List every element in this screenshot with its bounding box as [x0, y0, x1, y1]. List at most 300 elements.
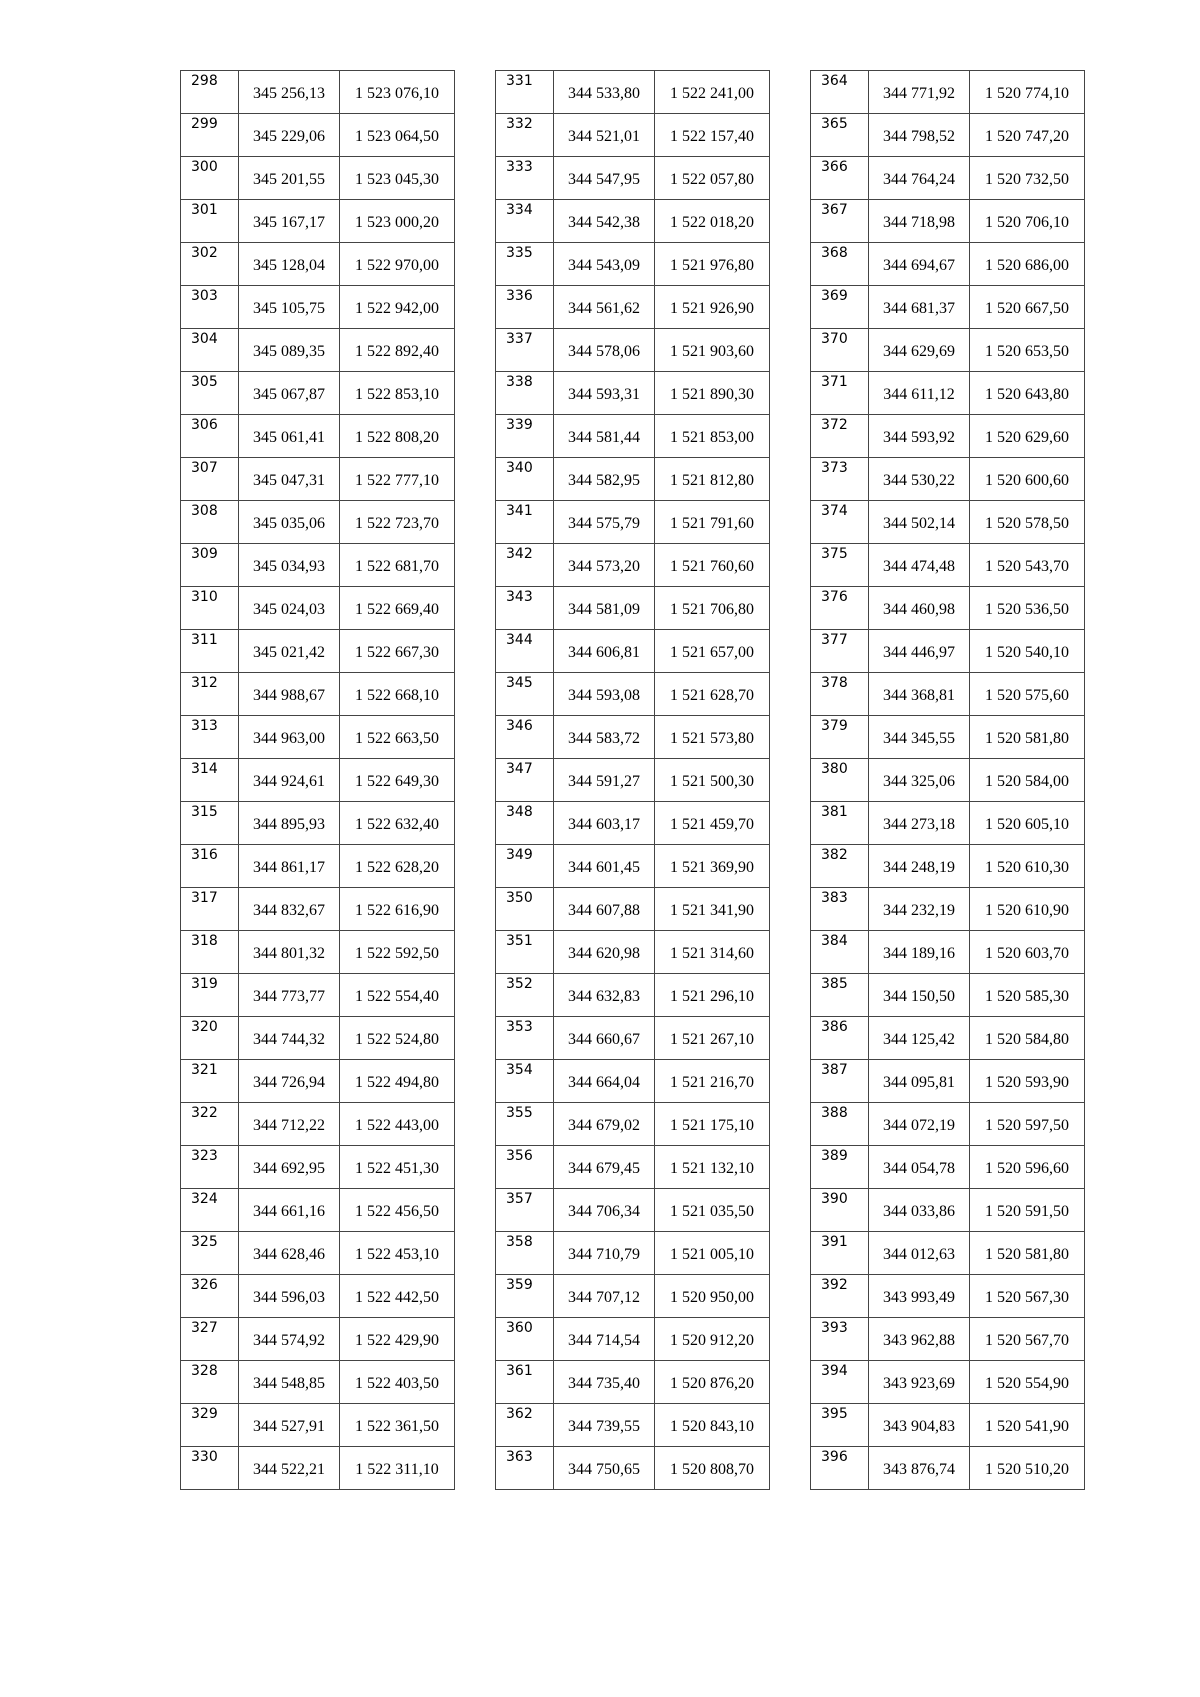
x-coordinate-cell: 344 603,17	[554, 802, 655, 845]
x-coordinate-cell: 344 620,98	[554, 931, 655, 974]
x-coordinate-cell: 344 522,21	[239, 1447, 340, 1490]
table-row	[181, 716, 455, 759]
point-number-cell: 360	[496, 1318, 554, 1361]
x-coordinate-cell: 344 548,85	[239, 1361, 340, 1404]
point-number-cell: 317	[181, 888, 239, 931]
x-coordinate-cell: 344 012,63	[869, 1232, 970, 1275]
point-number-cell: 384	[811, 931, 869, 974]
y-coordinate-cell: 1 522 524,80	[340, 1017, 455, 1060]
table-row	[496, 845, 770, 888]
x-coordinate-cell: 344 581,09	[554, 587, 655, 630]
table-row	[496, 458, 770, 501]
x-coordinate-cell: 344 750,65	[554, 1447, 655, 1490]
point-number-cell: 361	[496, 1361, 554, 1404]
point-number-cell: 336	[496, 286, 554, 329]
x-coordinate-cell: 345 067,87	[239, 372, 340, 415]
y-coordinate-cell: 1 521 296,10	[655, 974, 770, 1017]
point-number-cell: 378	[811, 673, 869, 716]
x-coordinate-cell: 345 021,42	[239, 630, 340, 673]
point-number-cell: 392	[811, 1275, 869, 1318]
x-coordinate-cell: 344 660,67	[554, 1017, 655, 1060]
table-row	[181, 1146, 455, 1189]
table-row	[496, 1232, 770, 1275]
y-coordinate-cell: 1 522 616,90	[340, 888, 455, 931]
point-number-cell: 386	[811, 1017, 869, 1060]
x-coordinate-cell: 344 446,97	[869, 630, 970, 673]
y-coordinate-cell: 1 520 605,10	[970, 802, 1085, 845]
x-coordinate-cell: 344 895,93	[239, 802, 340, 845]
point-number-cell: 309	[181, 544, 239, 587]
x-coordinate-cell: 344 712,22	[239, 1103, 340, 1146]
table-row	[181, 587, 455, 630]
x-coordinate-cell: 345 229,06	[239, 114, 340, 157]
y-coordinate-cell: 1 521 035,50	[655, 1189, 770, 1232]
y-coordinate-cell: 1 521 341,90	[655, 888, 770, 931]
point-number-cell: 368	[811, 243, 869, 286]
table-row	[811, 931, 1085, 974]
point-number-cell: 394	[811, 1361, 869, 1404]
y-coordinate-cell: 1 521 706,80	[655, 587, 770, 630]
y-coordinate-cell: 1 522 663,50	[340, 716, 455, 759]
y-coordinate-cell: 1 522 592,50	[340, 931, 455, 974]
table-row	[811, 587, 1085, 630]
table-row	[496, 329, 770, 372]
point-number-cell: 343	[496, 587, 554, 630]
y-coordinate-cell: 1 520 578,50	[970, 501, 1085, 544]
table-row	[811, 1318, 1085, 1361]
table-row	[496, 1361, 770, 1404]
table-row	[496, 1103, 770, 1146]
y-coordinate-cell: 1 521 369,90	[655, 845, 770, 888]
y-coordinate-cell: 1 520 686,00	[970, 243, 1085, 286]
table-row	[181, 1275, 455, 1318]
x-coordinate-cell: 345 201,55	[239, 157, 340, 200]
table-row	[811, 200, 1085, 243]
x-coordinate-cell: 344 033,86	[869, 1189, 970, 1232]
x-coordinate-cell: 344 710,79	[554, 1232, 655, 1275]
y-coordinate-cell: 1 520 567,30	[970, 1275, 1085, 1318]
point-number-cell: 327	[181, 1318, 239, 1361]
y-coordinate-cell: 1 520 596,60	[970, 1146, 1085, 1189]
x-coordinate-cell: 344 575,79	[554, 501, 655, 544]
x-coordinate-cell: 344 593,31	[554, 372, 655, 415]
table-row	[181, 1103, 455, 1146]
x-coordinate-cell: 344 578,06	[554, 329, 655, 372]
y-coordinate-cell: 1 520 541,90	[970, 1404, 1085, 1447]
table-row	[811, 415, 1085, 458]
x-coordinate-cell: 344 832,67	[239, 888, 340, 931]
point-number-cell: 298	[181, 71, 239, 114]
y-coordinate-cell: 1 521 314,60	[655, 931, 770, 974]
table-row	[811, 1189, 1085, 1232]
x-coordinate-cell: 345 089,35	[239, 329, 340, 372]
x-coordinate-cell: 345 128,04	[239, 243, 340, 286]
y-coordinate-cell: 1 522 361,50	[340, 1404, 455, 1447]
x-coordinate-cell: 344 988,67	[239, 673, 340, 716]
x-coordinate-cell: 344 692,95	[239, 1146, 340, 1189]
table-row	[811, 1447, 1085, 1490]
point-number-cell: 374	[811, 501, 869, 544]
table-row	[181, 372, 455, 415]
y-coordinate-cell: 1 522 442,50	[340, 1275, 455, 1318]
x-coordinate-cell: 344 661,16	[239, 1189, 340, 1232]
point-number-cell: 331	[496, 71, 554, 114]
table-row	[811, 243, 1085, 286]
point-number-cell: 352	[496, 974, 554, 1017]
x-coordinate-cell: 344 924,61	[239, 759, 340, 802]
table-row	[181, 1017, 455, 1060]
table-row	[811, 286, 1085, 329]
table-row	[811, 372, 1085, 415]
y-coordinate-cell: 1 520 584,00	[970, 759, 1085, 802]
y-coordinate-cell: 1 521 267,10	[655, 1017, 770, 1060]
x-coordinate-cell: 344 726,94	[239, 1060, 340, 1103]
point-number-cell: 305	[181, 372, 239, 415]
y-coordinate-cell: 1 522 667,30	[340, 630, 455, 673]
point-number-cell: 379	[811, 716, 869, 759]
y-coordinate-cell: 1 523 076,10	[340, 71, 455, 114]
point-number-cell: 321	[181, 1060, 239, 1103]
point-number-cell: 385	[811, 974, 869, 1017]
x-coordinate-cell: 344 596,03	[239, 1275, 340, 1318]
point-number-cell: 373	[811, 458, 869, 501]
point-number-cell: 377	[811, 630, 869, 673]
x-coordinate-cell: 344 368,81	[869, 673, 970, 716]
point-number-cell: 396	[811, 1447, 869, 1490]
point-number-cell: 340	[496, 458, 554, 501]
y-coordinate-cell: 1 520 610,90	[970, 888, 1085, 931]
point-number-cell: 342	[496, 544, 554, 587]
point-number-cell: 350	[496, 888, 554, 931]
point-number-cell: 369	[811, 286, 869, 329]
table-row	[181, 458, 455, 501]
x-coordinate-cell: 343 923,69	[869, 1361, 970, 1404]
point-number-cell: 388	[811, 1103, 869, 1146]
table-row	[811, 1404, 1085, 1447]
x-coordinate-cell: 343 876,74	[869, 1447, 970, 1490]
table-row	[496, 1318, 770, 1361]
table-row	[496, 716, 770, 759]
y-coordinate-cell: 1 520 667,50	[970, 286, 1085, 329]
point-number-cell: 337	[496, 329, 554, 372]
point-number-cell: 358	[496, 1232, 554, 1275]
table-row	[496, 1404, 770, 1447]
y-coordinate-cell: 1 520 584,80	[970, 1017, 1085, 1060]
table-row	[181, 1060, 455, 1103]
point-number-cell: 367	[811, 200, 869, 243]
point-number-cell: 347	[496, 759, 554, 802]
y-coordinate-cell: 1 522 403,50	[340, 1361, 455, 1404]
table-row	[811, 716, 1085, 759]
x-coordinate-cell: 344 530,22	[869, 458, 970, 501]
point-number-cell: 335	[496, 243, 554, 286]
x-coordinate-cell: 344 771,92	[869, 71, 970, 114]
y-coordinate-cell: 1 520 843,10	[655, 1404, 770, 1447]
y-coordinate-cell: 1 521 175,10	[655, 1103, 770, 1146]
x-coordinate-cell: 345 035,06	[239, 501, 340, 544]
x-coordinate-cell: 344 273,18	[869, 802, 970, 845]
table-row	[496, 673, 770, 716]
table-row	[181, 286, 455, 329]
x-coordinate-cell: 344 593,08	[554, 673, 655, 716]
table-row	[496, 802, 770, 845]
x-coordinate-cell: 344 629,69	[869, 329, 970, 372]
x-coordinate-cell: 344 694,67	[869, 243, 970, 286]
table-row	[496, 1060, 770, 1103]
point-number-cell: 370	[811, 329, 869, 372]
point-number-cell: 393	[811, 1318, 869, 1361]
y-coordinate-cell: 1 522 018,20	[655, 200, 770, 243]
x-coordinate-cell: 345 034,93	[239, 544, 340, 587]
y-coordinate-cell: 1 520 510,20	[970, 1447, 1085, 1490]
x-coordinate-cell: 343 962,88	[869, 1318, 970, 1361]
y-coordinate-cell: 1 521 853,00	[655, 415, 770, 458]
table-row	[181, 630, 455, 673]
y-coordinate-cell: 1 522 970,00	[340, 243, 455, 286]
point-number-cell: 387	[811, 1060, 869, 1103]
x-coordinate-cell: 344 593,92	[869, 415, 970, 458]
table-row	[181, 673, 455, 716]
y-coordinate-cell: 1 521 628,70	[655, 673, 770, 716]
table-row	[811, 673, 1085, 716]
point-number-cell: 349	[496, 845, 554, 888]
y-coordinate-cell: 1 520 603,70	[970, 931, 1085, 974]
point-number-cell: 357	[496, 1189, 554, 1232]
table-row	[496, 1275, 770, 1318]
y-coordinate-cell: 1 522 942,00	[340, 286, 455, 329]
x-coordinate-cell: 345 061,41	[239, 415, 340, 458]
x-coordinate-cell: 344 502,14	[869, 501, 970, 544]
x-coordinate-cell: 344 125,42	[869, 1017, 970, 1060]
y-coordinate-cell: 1 520 876,20	[655, 1361, 770, 1404]
table-row	[811, 1017, 1085, 1060]
point-number-cell: 334	[496, 200, 554, 243]
table-row	[181, 200, 455, 243]
y-coordinate-cell: 1 520 629,60	[970, 415, 1085, 458]
y-coordinate-cell: 1 522 649,30	[340, 759, 455, 802]
table-row	[811, 329, 1085, 372]
y-coordinate-cell: 1 520 597,50	[970, 1103, 1085, 1146]
x-coordinate-cell: 344 601,45	[554, 845, 655, 888]
table-row	[496, 415, 770, 458]
table-row	[496, 630, 770, 673]
y-coordinate-cell: 1 520 585,30	[970, 974, 1085, 1017]
point-number-cell: 375	[811, 544, 869, 587]
y-coordinate-cell: 1 520 610,30	[970, 845, 1085, 888]
table-row	[496, 759, 770, 802]
x-coordinate-cell: 344 679,45	[554, 1146, 655, 1189]
point-number-cell: 313	[181, 716, 239, 759]
point-number-cell: 304	[181, 329, 239, 372]
table-row	[811, 759, 1085, 802]
point-number-cell: 389	[811, 1146, 869, 1189]
table-row	[181, 1189, 455, 1232]
table-row	[811, 1103, 1085, 1146]
point-number-cell: 359	[496, 1275, 554, 1318]
x-coordinate-cell: 344 345,55	[869, 716, 970, 759]
table-row	[811, 114, 1085, 157]
point-number-cell: 306	[181, 415, 239, 458]
point-number-cell: 326	[181, 1275, 239, 1318]
point-number-cell: 381	[811, 802, 869, 845]
point-number-cell: 314	[181, 759, 239, 802]
y-coordinate-cell: 1 520 732,50	[970, 157, 1085, 200]
table-row	[181, 1404, 455, 1447]
table-row	[181, 243, 455, 286]
x-coordinate-cell: 344 542,38	[554, 200, 655, 243]
x-coordinate-cell: 344 664,04	[554, 1060, 655, 1103]
y-coordinate-cell: 1 522 241,00	[655, 71, 770, 114]
table-row	[496, 114, 770, 157]
y-coordinate-cell: 1 522 681,70	[340, 544, 455, 587]
point-number-cell: 316	[181, 845, 239, 888]
table-row	[496, 243, 770, 286]
x-coordinate-cell: 344 706,34	[554, 1189, 655, 1232]
point-number-cell: 371	[811, 372, 869, 415]
point-number-cell: 318	[181, 931, 239, 974]
point-number-cell: 319	[181, 974, 239, 1017]
y-coordinate-cell: 1 520 554,90	[970, 1361, 1085, 1404]
table-row	[496, 587, 770, 630]
table-row	[496, 286, 770, 329]
y-coordinate-cell: 1 520 567,70	[970, 1318, 1085, 1361]
y-coordinate-cell: 1 520 543,70	[970, 544, 1085, 587]
y-coordinate-cell: 1 522 456,50	[340, 1189, 455, 1232]
y-coordinate-cell: 1 521 812,80	[655, 458, 770, 501]
point-number-cell: 345	[496, 673, 554, 716]
point-number-cell: 390	[811, 1189, 869, 1232]
y-coordinate-cell: 1 520 643,80	[970, 372, 1085, 415]
y-coordinate-cell: 1 520 706,10	[970, 200, 1085, 243]
table-row	[181, 845, 455, 888]
point-number-cell: 328	[181, 1361, 239, 1404]
y-coordinate-cell: 1 522 632,40	[340, 802, 455, 845]
point-number-cell: 362	[496, 1404, 554, 1447]
table-row	[496, 544, 770, 587]
y-coordinate-cell: 1 521 976,80	[655, 243, 770, 286]
y-coordinate-cell: 1 520 653,50	[970, 329, 1085, 372]
point-number-cell: 320	[181, 1017, 239, 1060]
y-coordinate-cell: 1 520 591,50	[970, 1189, 1085, 1232]
x-coordinate-cell: 344 248,19	[869, 845, 970, 888]
table-row	[496, 71, 770, 114]
table-row	[181, 931, 455, 974]
table-row	[496, 501, 770, 544]
point-number-cell: 380	[811, 759, 869, 802]
y-coordinate-cell: 1 522 853,10	[340, 372, 455, 415]
y-coordinate-cell: 1 520 593,90	[970, 1060, 1085, 1103]
y-coordinate-cell: 1 520 581,80	[970, 1232, 1085, 1275]
table-row	[811, 802, 1085, 845]
x-coordinate-cell: 344 547,95	[554, 157, 655, 200]
x-coordinate-cell: 344 325,06	[869, 759, 970, 802]
point-number-cell: 324	[181, 1189, 239, 1232]
point-number-cell: 353	[496, 1017, 554, 1060]
point-number-cell: 341	[496, 501, 554, 544]
y-coordinate-cell: 1 522 777,10	[340, 458, 455, 501]
point-number-cell: 302	[181, 243, 239, 286]
point-number-cell: 299	[181, 114, 239, 157]
point-number-cell: 382	[811, 845, 869, 888]
y-coordinate-cell: 1 523 045,30	[340, 157, 455, 200]
point-number-cell: 363	[496, 1447, 554, 1490]
point-number-cell: 351	[496, 931, 554, 974]
x-coordinate-cell: 344 606,81	[554, 630, 655, 673]
coordinates-table-3	[810, 70, 1085, 1490]
x-coordinate-cell: 344 744,32	[239, 1017, 340, 1060]
y-coordinate-cell: 1 520 774,10	[970, 71, 1085, 114]
x-coordinate-cell: 344 232,19	[869, 888, 970, 931]
y-coordinate-cell: 1 522 451,30	[340, 1146, 455, 1189]
table-row	[811, 974, 1085, 1017]
y-coordinate-cell: 1 521 903,60	[655, 329, 770, 372]
point-number-cell: 315	[181, 802, 239, 845]
y-coordinate-cell: 1 521 657,00	[655, 630, 770, 673]
table-row	[496, 200, 770, 243]
x-coordinate-cell: 344 764,24	[869, 157, 970, 200]
table-row	[811, 1275, 1085, 1318]
y-coordinate-cell: 1 522 494,80	[340, 1060, 455, 1103]
point-number-cell: 325	[181, 1232, 239, 1275]
x-coordinate-cell: 344 095,81	[869, 1060, 970, 1103]
point-number-cell: 332	[496, 114, 554, 157]
y-coordinate-cell: 1 522 057,80	[655, 157, 770, 200]
table-row	[181, 802, 455, 845]
point-number-cell: 322	[181, 1103, 239, 1146]
point-number-cell: 383	[811, 888, 869, 931]
table-row	[811, 71, 1085, 114]
table-row	[811, 1361, 1085, 1404]
point-number-cell: 307	[181, 458, 239, 501]
x-coordinate-cell: 344 573,20	[554, 544, 655, 587]
point-number-cell: 330	[181, 1447, 239, 1490]
x-coordinate-cell: 344 963,00	[239, 716, 340, 759]
x-coordinate-cell: 344 460,98	[869, 587, 970, 630]
table-row	[496, 372, 770, 415]
y-coordinate-cell: 1 522 554,40	[340, 974, 455, 1017]
x-coordinate-cell: 344 611,12	[869, 372, 970, 415]
y-coordinate-cell: 1 522 892,40	[340, 329, 455, 372]
y-coordinate-cell: 1 521 573,80	[655, 716, 770, 759]
point-number-cell: 348	[496, 802, 554, 845]
table-row	[181, 329, 455, 372]
x-coordinate-cell: 344 628,46	[239, 1232, 340, 1275]
point-number-cell: 355	[496, 1103, 554, 1146]
y-coordinate-cell: 1 522 808,20	[340, 415, 455, 458]
point-number-cell: 312	[181, 673, 239, 716]
y-coordinate-cell: 1 520 540,10	[970, 630, 1085, 673]
x-coordinate-cell: 344 543,09	[554, 243, 655, 286]
table-row	[496, 1017, 770, 1060]
point-number-cell: 346	[496, 716, 554, 759]
table-row	[181, 114, 455, 157]
table-row	[181, 157, 455, 200]
x-coordinate-cell: 344 150,50	[869, 974, 970, 1017]
x-coordinate-cell: 344 798,52	[869, 114, 970, 157]
y-coordinate-cell: 1 521 005,10	[655, 1232, 770, 1275]
x-coordinate-cell: 344 527,91	[239, 1404, 340, 1447]
y-coordinate-cell: 1 520 747,20	[970, 114, 1085, 157]
point-number-cell: 395	[811, 1404, 869, 1447]
point-number-cell: 344	[496, 630, 554, 673]
table-row	[181, 71, 455, 114]
y-coordinate-cell: 1 521 459,70	[655, 802, 770, 845]
table-row	[811, 630, 1085, 673]
y-coordinate-cell: 1 521 760,60	[655, 544, 770, 587]
x-coordinate-cell: 344 632,83	[554, 974, 655, 1017]
x-coordinate-cell: 345 024,03	[239, 587, 340, 630]
x-coordinate-cell: 343 993,49	[869, 1275, 970, 1318]
